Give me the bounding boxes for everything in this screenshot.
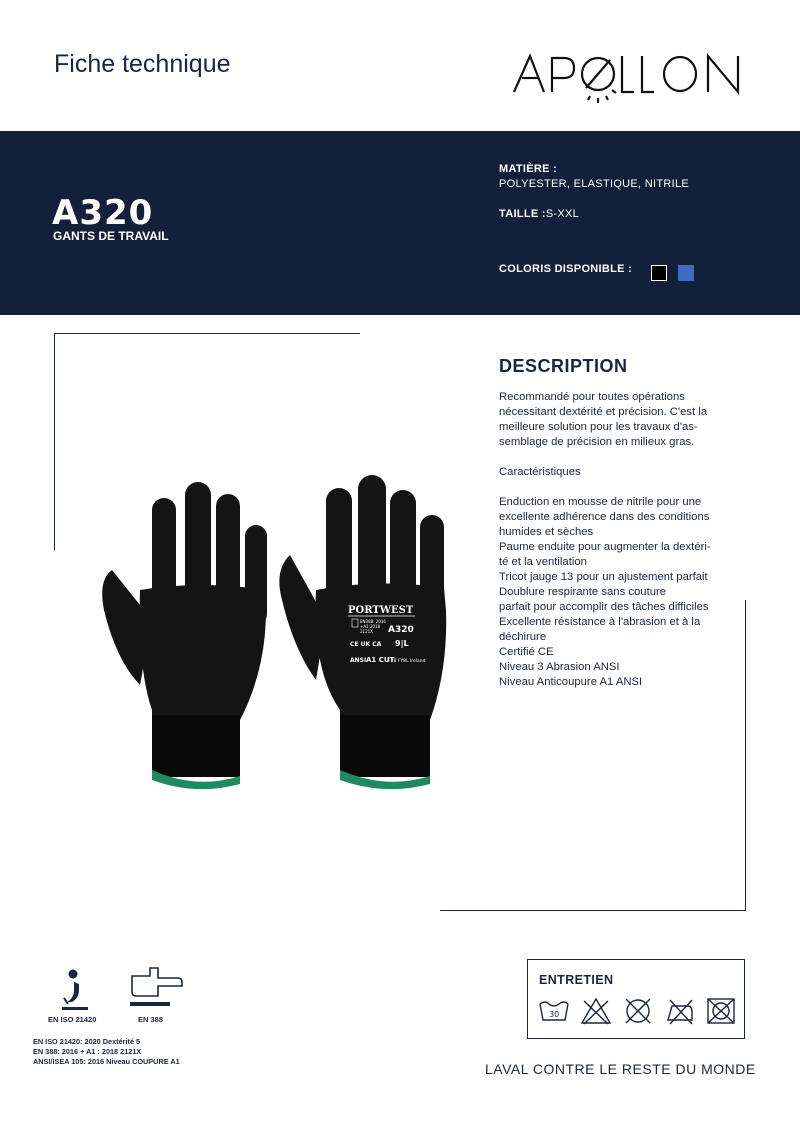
color-swatch-black[interactable] xyxy=(651,265,667,281)
feature-line: Niveau Anticoupure A1 ANSI xyxy=(499,676,643,688)
feature-line: Paume enduite pour augmenter la dextéri- xyxy=(499,541,711,553)
apollon-logo xyxy=(512,44,752,104)
glove-std3: 2121X xyxy=(360,629,373,634)
product-subtitle: GANTS DE TRAVAIL xyxy=(53,229,169,243)
footer-slogan: LAVAL CONTRE LE RESTE DU MONDE xyxy=(485,1061,756,1077)
glove-made: F28 FY8L Ireland xyxy=(388,659,426,664)
feature-line: Doublure respirante sans couture xyxy=(499,586,667,598)
intro-line: nécessitant dextérité et précision. C'est la xyxy=(499,406,708,418)
wash-30-icon xyxy=(538,996,570,1026)
product-code: A320 xyxy=(52,193,154,233)
frame-line-top xyxy=(54,333,360,334)
gloves-image xyxy=(90,470,460,800)
glove-std2: +A1:2018 xyxy=(360,624,381,629)
frame-line-left xyxy=(54,333,55,550)
material-label: MATIÈRE : xyxy=(499,163,558,175)
care-title: ENTRETIEN xyxy=(539,973,614,987)
feature-line: parfait pour accomplir des tâches difficiles xyxy=(499,601,709,613)
size-label: TAILLE : xyxy=(499,208,546,220)
product-band xyxy=(0,131,800,315)
norm-note: EN 388: 2016 + A1 : 2018 2121X xyxy=(33,1047,142,1056)
glove-ce: CE UK CA xyxy=(350,641,382,648)
frame-line-bottom xyxy=(440,910,746,911)
norm-label-iso21420: EN ISO 21420 xyxy=(48,1015,97,1024)
wash-temp: 30 xyxy=(549,1010,560,1019)
feature-line: déchirure xyxy=(499,631,547,643)
mechanical-risk-icon xyxy=(128,964,184,1010)
intro-line: semblage de précision en milieux gras. xyxy=(499,436,695,448)
size-value: S-XXL xyxy=(545,208,580,220)
glove-cut: A1 CUT xyxy=(366,656,395,664)
norm-notes xyxy=(33,1037,180,1067)
features-label: Caractéristiques xyxy=(499,466,581,478)
color-swatch-blue[interactable] xyxy=(678,265,694,281)
glove-size: 9|L xyxy=(395,639,409,648)
feature-line: Certifié CE xyxy=(499,646,554,658)
norm-label-en388: EN 388 xyxy=(138,1015,164,1024)
no-bleach-icon xyxy=(580,996,612,1026)
colors-label: COLORIS DISPONIBLE : xyxy=(499,263,633,275)
glove-std1: EN388: 2016 xyxy=(360,619,386,624)
size-row xyxy=(499,208,579,220)
feature-line: Excellente résistance à l'abrasion et à la xyxy=(499,616,701,628)
feature-line: Tricot jauge 13 pour un ajustement parfait xyxy=(499,571,708,583)
feature-line: excellente adhérence dans des conditions xyxy=(499,511,710,523)
description-title: DESCRIPTION xyxy=(499,356,628,376)
feature-line: Niveau 3 Abrasion ANSI xyxy=(499,661,620,673)
glove-brand: PORTWEST xyxy=(348,605,414,616)
care-box xyxy=(527,959,745,1039)
feature-line: humides et sèches xyxy=(499,526,594,538)
no-iron-icon xyxy=(664,996,696,1026)
feature-line: Enduction en mousse de nitrile pour une xyxy=(499,496,702,508)
norm-note: EN ISO 21420: 2020 Dextérité 5 xyxy=(33,1037,141,1046)
description-body xyxy=(499,390,729,690)
intro-line: Recommandé pour toutes opérations xyxy=(499,391,685,403)
norm-note: ANSI/ISEA 105: 2016 Niveau COUPURE A1 xyxy=(33,1057,180,1066)
frame-line-right xyxy=(745,600,746,911)
glove-model: A320 xyxy=(388,625,414,635)
page-title: Fiche technique xyxy=(54,50,231,78)
feature-line: té et la ventilation xyxy=(499,556,587,568)
intro-line: meilleure solution pour les travaux d'as- xyxy=(499,421,698,433)
material-value: POLYESTER, ELASTIQUE, NITRILE xyxy=(499,178,690,190)
no-dry-clean-icon xyxy=(622,996,654,1026)
dexterity-icon xyxy=(60,968,92,1012)
left-glove xyxy=(102,482,267,789)
glove-ansi: ANSI xyxy=(350,657,367,664)
no-tumble-dry-icon xyxy=(705,996,737,1026)
